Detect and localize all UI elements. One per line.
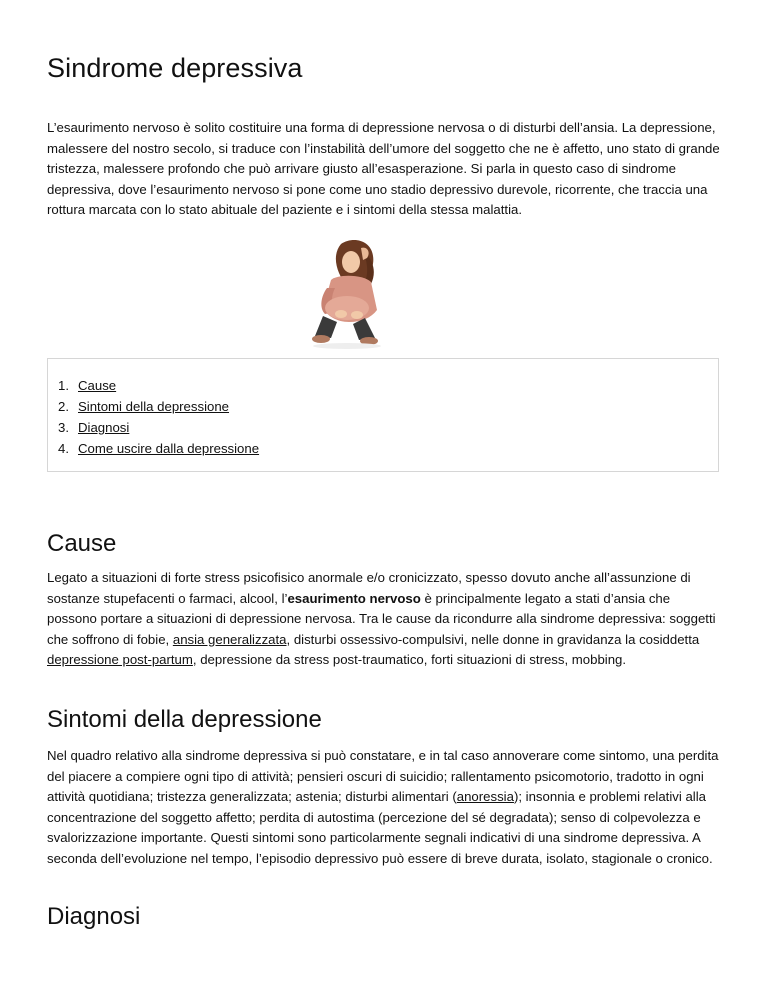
toc-link-come-uscire[interactable]: Come uscire dalla depressione xyxy=(78,441,260,456)
toc-item xyxy=(58,417,259,438)
toc-item xyxy=(58,375,259,396)
table-of-contents xyxy=(47,358,719,472)
toc-link-cause[interactable]: Cause xyxy=(78,378,117,393)
sintomi-text: ); insonnia e problemi relativi alla concentrazione del soggetto affetto; perdita di autostima (percezione del sé degradata); senso di colpevolezza e svalorizzazione importante. Questi sintomi sono particolarmente segnali indicativi di una sindrome depressiva. A seconda dell’evoluzione nel tempo, l’episodio depressivo può essere di breve durata, isolato, stagionale o cronico. xyxy=(47,789,713,866)
toc-number: 4. xyxy=(58,441,69,456)
toc-item xyxy=(58,396,259,417)
intro-paragraph: L’esaurimento nervoso è solito costituire una forma di depressione nervosa o di disturbi dell’ansia. La depressione, malessere del nostro secolo, si traduce con l’instabilità dell’umore del soggetto che ne è affetto, uno stato di grande tristezza, malessere profondo che può arrivare giusto all’esasperazione. Si parla in questo caso di sindrome depressiva, dove l’esaurimento nervoso si pone come uno stadio depressivo durevole, ricorrente, che traccia una rottura marcata con lo stato abituale del paziente e i sintomi della stessa malattia. xyxy=(47,120,720,217)
depressed-woman-illustration xyxy=(301,238,397,350)
toc-number: 2. xyxy=(58,399,69,414)
toc-link-sintomi[interactable]: Sintomi della depressione xyxy=(78,399,230,414)
link-depressione-post-partum[interactable]: depressione post-partum xyxy=(47,652,193,667)
toc-number: 3. xyxy=(58,420,69,435)
toc-list xyxy=(58,375,259,459)
toc-number: 1. xyxy=(58,378,69,393)
link-anoressia[interactable]: anoressia xyxy=(456,789,514,804)
section-heading-diagnosi: Diagnosi xyxy=(47,903,141,930)
section-heading-cause: Cause xyxy=(47,530,117,557)
sintomi-text: Nel quadro relativo alla sindrome depressiva si può constatare, e in tal caso annoverare come sintomo, una perdita del piacere a compiere ogni tipo di attività; pensieri oscuri di suicidio; rallentamento psicomotorio, tradotto in ogni attività quotidiana; tristezza generalizzata; astenia; disturbi alimentari ( xyxy=(47,748,719,804)
cause-text: è principalmente legato a stati d’ansia che possono portare a situazioni di depressione nervosa. Tra le cause da ricondurre alla sindrome depressiva: soggetti che soffrono di fobie, xyxy=(47,590,716,647)
cause-bold-term: esaurimento nervoso xyxy=(287,590,421,606)
section-heading-sintomi: Sintomi della depressione xyxy=(47,706,322,733)
toc-item xyxy=(58,438,259,459)
link-ansia-generalizzata[interactable]: ansia generalizzata xyxy=(172,631,287,647)
sintomi-paragraph xyxy=(47,746,723,869)
cause-text: , depressione da stress post-traumatico, forti situazioni di stress, mobbing. xyxy=(192,652,627,667)
cause-text: , disturbi ossessivo-compulsivi, nelle donne in gravidanza la cosiddetta xyxy=(286,631,700,647)
page-title: Sindrome depressiva xyxy=(47,53,303,83)
toc-link-diagnosi[interactable]: Diagnosi xyxy=(78,420,130,435)
cause-paragraph xyxy=(47,568,723,671)
cause-text: Legato a situazioni di forte stress psicofisico anormale e/o cronicizzato, spesso dovuto anche all’assunzione di sostanze stupefacenti o farmaci, alcool, l’ xyxy=(47,570,691,606)
